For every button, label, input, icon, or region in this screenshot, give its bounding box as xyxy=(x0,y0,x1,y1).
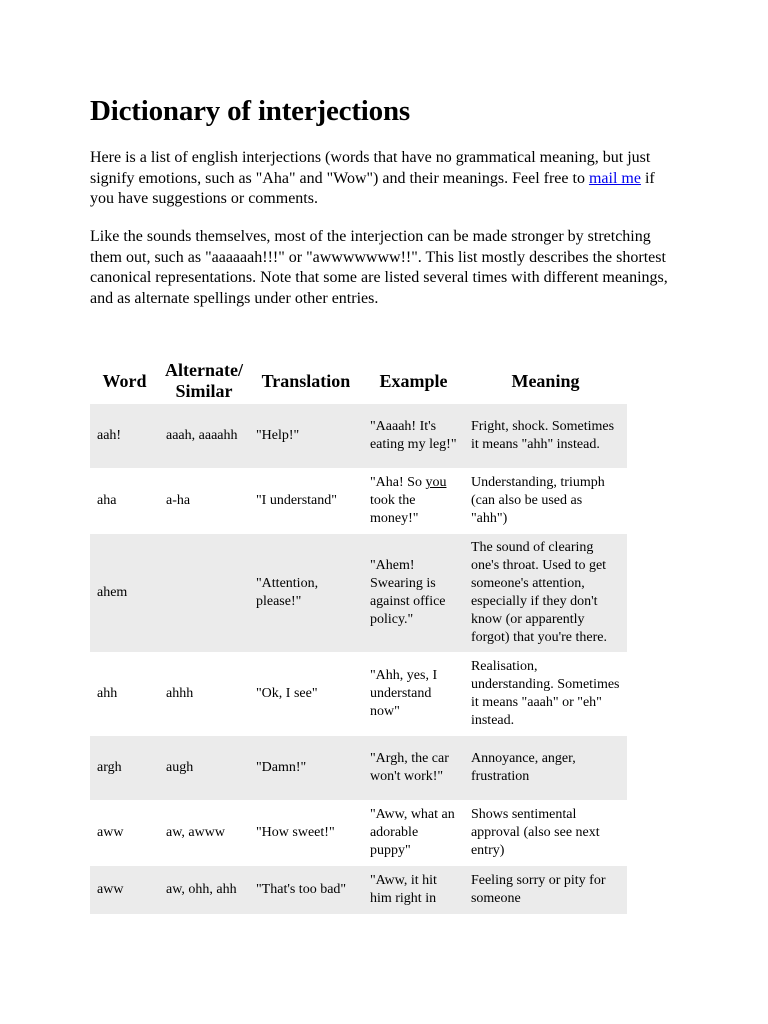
cell-meaning: The sound of clearing one's throat. Used to get someone's attention, especially if they don't know (or apparently forgot) that you're there. xyxy=(464,534,627,652)
header-example: Example xyxy=(363,358,464,404)
cell-word: ahem xyxy=(90,534,159,652)
intro-text-end: if you have suggestions or comments. xyxy=(90,169,655,207)
interjections-table xyxy=(90,358,627,914)
cell-translation: "Attention, please!" xyxy=(249,534,363,652)
mail-me-link[interactable]: mail me xyxy=(588,169,641,187)
cell-word: aww xyxy=(90,800,159,866)
cell-example: "Aww, what an adorable puppy" xyxy=(363,800,464,866)
cell-translation: "I understand" xyxy=(249,468,363,534)
cell-example: "Aha! So you took the money!" xyxy=(363,468,464,534)
page-title: Dictionary of interjections xyxy=(90,95,410,127)
header-meaning: Meaning xyxy=(464,358,627,404)
table-row xyxy=(90,404,627,468)
header-translation: Translation xyxy=(249,358,363,404)
cell-word: argh xyxy=(90,736,159,800)
table-row xyxy=(90,652,627,736)
cell-alternate: aw, awww xyxy=(159,800,249,866)
table-row xyxy=(90,534,627,652)
cell-alternate: a-ha xyxy=(159,468,249,534)
cell-alternate: aaah, aaaahh xyxy=(159,404,249,468)
cell-example: "Aaaah! It's eating my leg!" xyxy=(363,404,464,468)
table-row xyxy=(90,736,627,800)
cell-translation: "Damn!" xyxy=(249,736,363,800)
cell-translation: "How sweet!" xyxy=(249,800,363,866)
cell-translation: "Ok, I see" xyxy=(249,652,363,736)
header-word: Word xyxy=(90,358,159,404)
cell-alternate xyxy=(159,534,249,652)
underlined-word: you xyxy=(425,475,447,490)
intro-text: Here is a list of english interjections (words that have no grammatical meaning, but just signify emotions, such as "Aha" and "Wow") and their meanings. Feel free to xyxy=(90,149,651,187)
cell-meaning: Annoyance, anger, frustration xyxy=(464,736,627,800)
table-row xyxy=(90,866,627,914)
cell-word: aha xyxy=(90,468,159,534)
cell-alternate: augh xyxy=(159,736,249,800)
cell-meaning: Fright, shock. Sometimes it means "ahh" instead. xyxy=(464,404,627,468)
cell-meaning: Realisation, understanding. Sometimes it means "aaah" or "eh" instead. xyxy=(464,652,627,736)
cell-example: "Ahem! Swearing is against office policy." xyxy=(363,534,464,652)
cell-word: aah! xyxy=(90,404,159,468)
intro-paragraph xyxy=(90,148,670,210)
table-header-row xyxy=(90,358,627,404)
cell-word: ahh xyxy=(90,652,159,736)
cell-meaning: Understanding, triumph (can also be used as "ahh") xyxy=(464,468,627,534)
cell-meaning: Feeling sorry or pity for someone xyxy=(464,866,627,914)
cell-alternate: aw, ohh, ahh xyxy=(159,866,249,914)
cell-example: "Aww, it hit him right in xyxy=(363,866,464,914)
cell-alternate: ahhh xyxy=(159,652,249,736)
cell-translation: "That's too bad" xyxy=(249,866,363,914)
header-alternate: Alternate/ Similar xyxy=(159,358,249,404)
stretching-paragraph: Like the sounds themselves, most of the interjection can be made stronger by stretching them out, such as "aaaaaah!!!" or "awwwwwww!!". This list mostly describes the shortest canonical representations. Note that some are listed several times with different meanings, and as alternate spellings under other entries. xyxy=(90,228,668,307)
cell-example: "Ahh, yes, I understand now" xyxy=(363,652,464,736)
cell-meaning: Shows sentimental approval (also see next entry) xyxy=(464,800,627,866)
cell-translation: "Help!" xyxy=(249,404,363,468)
cell-word: aww xyxy=(90,866,159,914)
cell-example: "Argh, the car won't work!" xyxy=(363,736,464,800)
table-row xyxy=(90,800,627,866)
table-row xyxy=(90,468,627,534)
